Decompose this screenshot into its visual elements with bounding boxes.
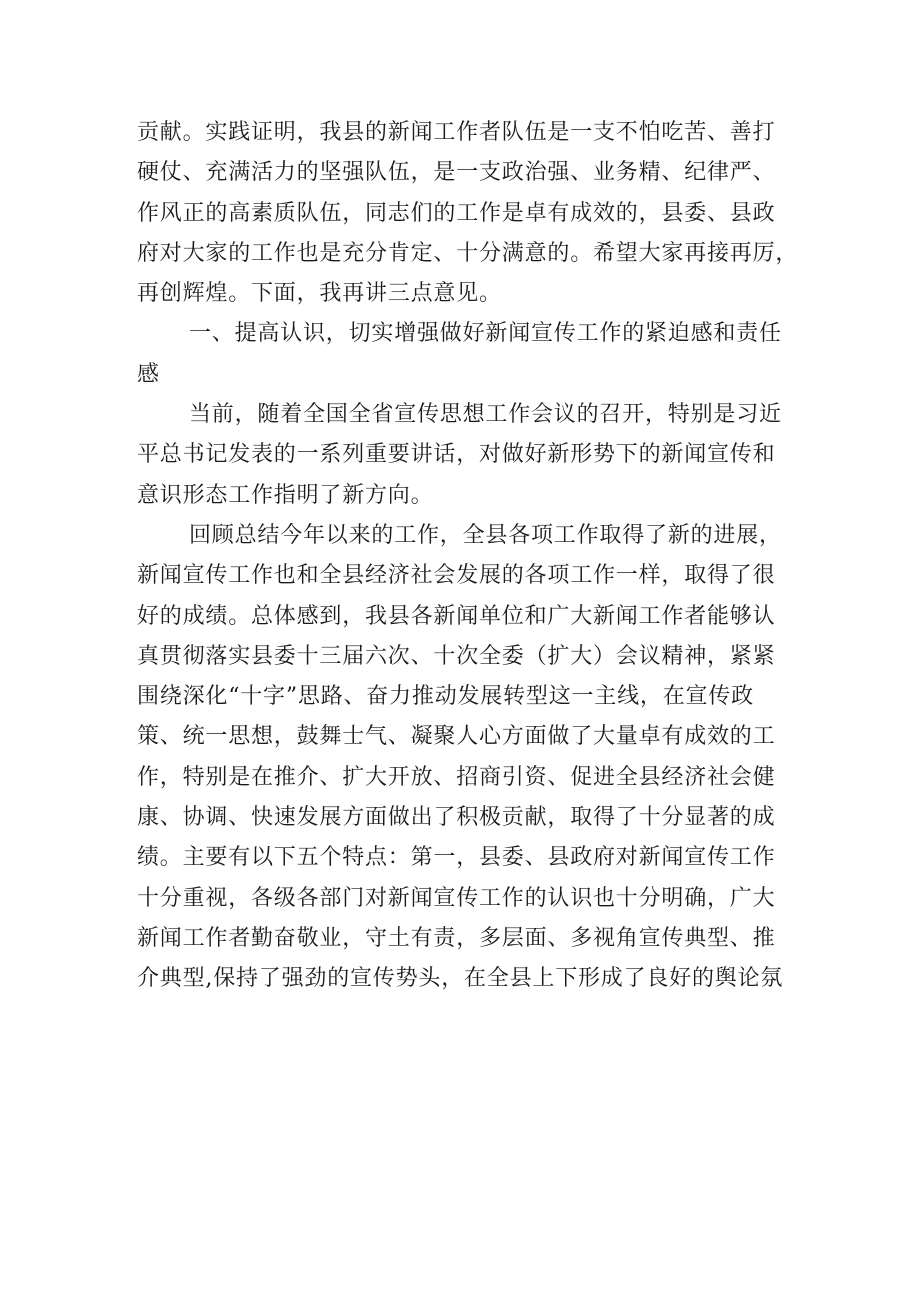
section-heading: 一、提高认识，切实增强做好新闻宣传工作的紧迫感和责任 xyxy=(189,321,782,347)
text-line: 真贯彻落实县委十三届六次、十次全委（扩大）会议精神，紧紧 xyxy=(137,643,776,669)
text-line: 策、统一思想，鼓舞士气、凝聚人心方面做了大量卓有成效的工 xyxy=(137,724,776,750)
text-line: 绩。主要有以下五个特点：第一，县委、县政府对新闻宣传工作 xyxy=(137,845,776,871)
text-line: 再创辉煌。下面，我再讲三点意见。 xyxy=(137,281,502,307)
text-line: 十分重视，各级各部门对新闻宣传工作的认识也十分明确，广大 xyxy=(137,885,776,911)
text-line: 康、协调、快速发展方面做出了积极贡献，取得了十分显著的成 xyxy=(137,805,776,831)
text-line: 作风正的高素质队伍，同志们的工作是卓有成效的，县委、县政 xyxy=(137,200,776,226)
text-line: 作，特别是在推介、扩大开放、招商引资、促进全县经济社会健 xyxy=(137,764,776,790)
text-line: 意识形态工作指明了新方向。 xyxy=(137,482,434,508)
document-body xyxy=(137,113,797,1000)
text-line: 介典型,保持了强劲的宣传势头，在全县上下形成了良好的舆论氛 xyxy=(137,966,784,992)
text-line: 新闻宣传工作也和全县经济社会发展的各项工作一样，取得了很 xyxy=(137,563,776,589)
text-line: 平总书记发表的一系列重要讲话，对做好新形势下的新闻宣传和 xyxy=(137,442,776,468)
text-line: 新闻工作者勤奋敬业，守土有责，多层面、多视角宣传典型、推 xyxy=(137,925,776,951)
text-line: 回顾总结今年以来的工作，全县各项工作取得了新的进展， xyxy=(189,522,782,548)
text-line: 贡献。实践证明，我县的新闻工作者队伍是一支不怕吃苦、善打 xyxy=(137,120,776,145)
text-line: 围绕深化“十字”思路、奋力推动发展转型这一主线，在宣传政 xyxy=(137,684,754,710)
text-line: 好的成绩。总体感到，我县各新闻单位和广大新闻工作者能够认 xyxy=(137,603,776,629)
section-heading-continued: 感 xyxy=(137,361,160,387)
text-line: 当前，随着全国全省宣传思想工作会议的召开，特别是习近 xyxy=(189,402,782,428)
text-line: 府对大家的工作也是充分肯定、十分满意的。希望大家再接再厉， xyxy=(137,240,799,266)
text-line: 硬仗、充满活力的坚强队伍，是一支政治强、业务精、纪律严、 xyxy=(137,160,776,186)
